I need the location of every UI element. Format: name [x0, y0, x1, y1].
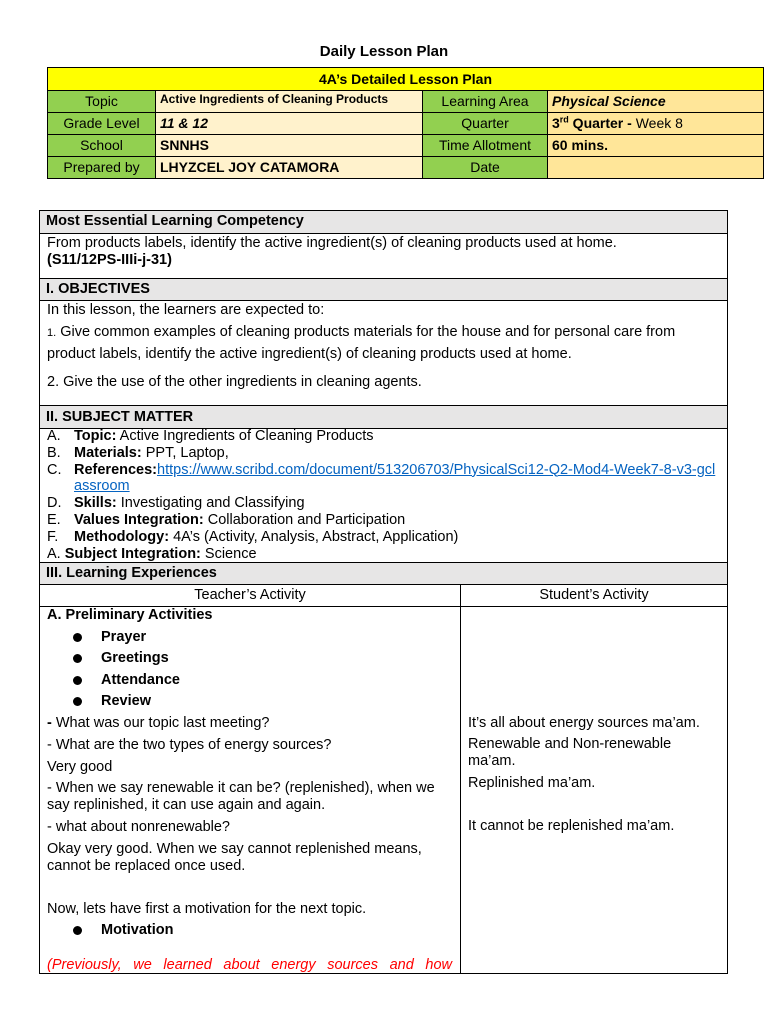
page-title: Daily Lesson Plan — [319, 43, 449, 60]
school-value: SNNHS — [156, 135, 423, 157]
bullet-icon — [73, 633, 82, 642]
teacher-question-1: - What was our topic last meeting? — [47, 715, 270, 731]
melc-text: From products labels, identify the active ingredient(s) of cleaning products used at home. (S11/12PS-IIIi-j-31) — [47, 235, 719, 269]
date-label: Date — [423, 157, 548, 179]
prepared-by-value: LHYZCEL JOY CATAMORA — [156, 157, 423, 179]
column-divider — [460, 585, 461, 973]
time-allotment-value: 60 mins. — [548, 135, 764, 157]
teacher-response-1: Very good — [47, 759, 113, 775]
learning-area-label: Learning Area — [423, 91, 548, 113]
grade-level-value: 11 & 12 — [156, 113, 423, 135]
date-value — [548, 157, 764, 179]
teacher-statement: Now, lets have first a motivation for the next topic. — [47, 901, 367, 917]
bullet-icon — [73, 676, 82, 685]
objective-1: 1. Give common examples of cleaning products materials for the house and for personal care from product labels, identify the active ingredient(s) of cleaning products used at home. — [47, 324, 676, 362]
melc-heading: Most Essential Learning Competency — [40, 211, 727, 234]
melc-code: (S11/12PS-IIIi-j-31) — [47, 252, 172, 268]
preliminary-activities: A. Preliminary Activities — [47, 607, 213, 623]
list-item: D. Skills: Investigating and Classifying — [47, 495, 305, 512]
quarter-label: Quarter — [423, 113, 548, 135]
quarter-value: 3rd Quarter - Week 8 — [548, 113, 764, 135]
topic-value: Active Ingredients of Cleaning Products — [156, 91, 423, 113]
topic-label: Topic — [48, 91, 156, 113]
teacher-column-header: Teacher’s Activity — [194, 587, 306, 603]
bullet-greetings: Greetings — [101, 650, 169, 666]
student-answer-4: It cannot be replenished ma’am. — [468, 818, 675, 834]
header-banner: 4A’s Detailed Lesson Plan — [48, 68, 764, 91]
subject-matter-heading: II. SUBJECT MATTER — [40, 405, 727, 429]
list-item: F. Methodology: 4A’s (Activity, Analysis, Abstract, Application) — [47, 528, 459, 545]
bullet-motivation: Motivation — [101, 922, 174, 938]
bullet-attendance: Attendance — [101, 672, 180, 688]
list-item: E. Values Integration: Collaboration and Participation — [47, 511, 406, 528]
bullet-icon — [73, 926, 82, 935]
teacher-question-2: - What are the two types of energy sources? — [47, 737, 332, 753]
learning-experiences-heading: III. Learning Experiences — [40, 562, 727, 585]
student-answer-3: Replinished ma’am. — [468, 775, 596, 791]
objectives-intro: In this lesson, the learners are expected to: — [47, 302, 325, 318]
references-link[interactable]: https://www.scribd.com/document/513206703/PhysicalSci12-Q2-Mod4-Week7-8-v3-gclassroom — [74, 461, 716, 495]
bullet-icon — [73, 697, 82, 706]
list-item: A. Topic: Active Ingredients of Cleaning Products — [47, 428, 374, 444]
student-answer-2: Renewable and Non-renewable ma’am. — [468, 736, 672, 769]
objective-2: 2. Give the use of the other ingredients in cleaning agents. — [47, 374, 422, 390]
prepared-by-label: Prepared by — [48, 157, 156, 179]
time-allotment-label: Time Allotment — [423, 135, 548, 157]
learning-area-value: Physical Science — [548, 91, 764, 113]
objectives-heading: I. OBJECTIVES — [40, 278, 727, 301]
student-answer-1: It’s all about energy sources ma’am. — [468, 715, 700, 731]
teacher-response-2: Okay very good. When we say cannot replenished means, cannot be replaced once used. — [47, 841, 422, 874]
bullet-icon — [73, 654, 82, 663]
teacher-motivation-text: (Previously, we learned about energy sources and how — [47, 957, 452, 973]
list-item: C. References:https://www.scribd.com/document/513206703/PhysicalSci12-Q2-Mod4-Week7-8-v3-gclassroom — [47, 461, 716, 495]
subject-matter-list — [47, 428, 719, 562]
teacher-question-3: - When we say renewable it can be? (replenished), when we say replinished, it can use again and again. — [47, 780, 435, 813]
teacher-question-4: - what about nonrenewable? — [47, 819, 230, 835]
lesson-header-table — [47, 67, 764, 179]
school-label: School — [48, 135, 156, 157]
student-column-header: Student’s Activity — [539, 587, 649, 603]
bullet-prayer: Prayer — [101, 629, 147, 645]
lesson-body — [39, 210, 728, 974]
list-item: A. Subject Integration: Science — [47, 545, 257, 562]
grade-level-label: Grade Level — [48, 113, 156, 135]
bullet-review: Review — [101, 693, 151, 709]
list-item: B. Materials: PPT, Laptop, — [47, 444, 229, 461]
